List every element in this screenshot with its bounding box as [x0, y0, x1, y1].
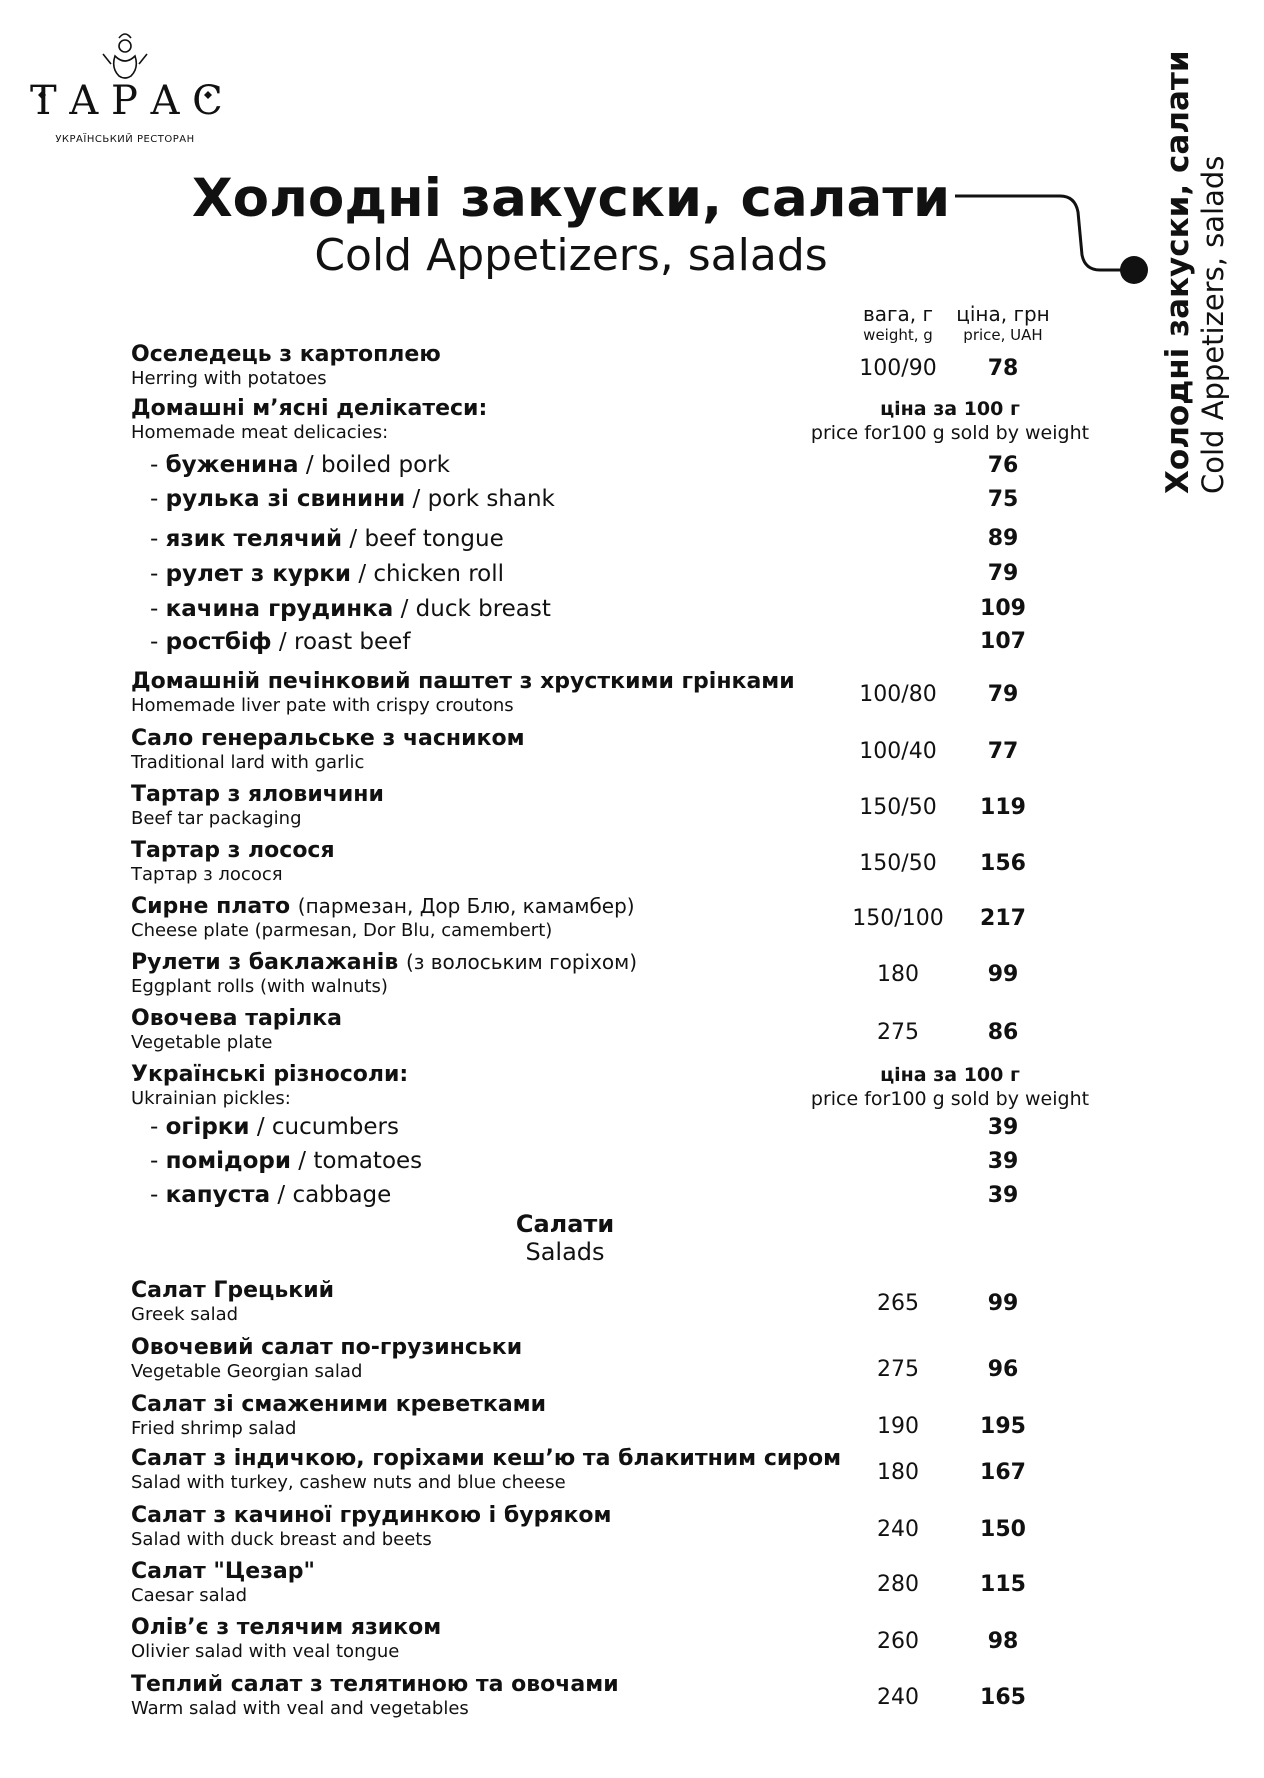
item-price: 75	[987, 487, 1019, 512]
page-subtitle: Cold Appetizers, salads	[314, 230, 828, 281]
price-by-weight-label-en: price for100 g sold by weight	[810, 1088, 1090, 1110]
item-name: Сирне плато (пармезан, Дор Блю, камамбер)	[131, 894, 635, 919]
item-weight: 240	[877, 1685, 919, 1710]
item-price: 98	[987, 1629, 1019, 1654]
item-note: (пармезан, Дор Блю, камамбер)	[297, 894, 635, 918]
sub-item: - буженина / boiled pork	[150, 452, 450, 478]
weight-column-subheader: weight, g	[863, 326, 933, 344]
item-weight: 150/100	[852, 906, 944, 931]
item-name-en: Salad with turkey, cashew nuts and blue cheese	[131, 1472, 566, 1493]
item-price: 119	[980, 795, 1026, 820]
item-name: Овочева тарілка	[131, 1006, 342, 1031]
sub-item: - капуста / cabbage	[150, 1182, 392, 1208]
item-name: Сало генеральське з часником	[131, 726, 525, 751]
price-by-weight-label-en: price for100 g sold by weight	[810, 422, 1090, 444]
item-weight: 275	[877, 1357, 919, 1382]
weight-column-header: вага, г	[862, 302, 934, 326]
item-name-en: Greek salad	[131, 1304, 239, 1325]
item-weight: 260	[877, 1629, 919, 1654]
item-price: 78	[987, 356, 1019, 381]
logo-subtitle: УКРАЇНСЬКИЙ РЕСТОРАН	[55, 134, 195, 145]
item-price: 165	[980, 1685, 1026, 1710]
item-name-en: Eggplant rolls (with walnuts)	[131, 976, 388, 997]
item-price: 39	[987, 1183, 1019, 1208]
item-name-en: Тартар з лосося	[131, 864, 283, 885]
item-price: 99	[987, 962, 1019, 987]
side-title: Холодні закуски, салати	[1160, 50, 1196, 494]
item-price: 79	[987, 561, 1019, 586]
sub-item: - ростбіф / roast beef	[150, 629, 411, 655]
item-weight: 150/50	[859, 795, 937, 820]
side-subtitle: Cold Appetizers, salads	[1196, 155, 1230, 494]
logo-wordmark: ТАРАС	[30, 78, 235, 124]
item-name: Салат з індичкою, горіхами кеш’ю та блакитним сиром	[131, 1446, 842, 1471]
item-price: 96	[987, 1357, 1019, 1382]
item-weight: 190	[877, 1414, 919, 1439]
item-price: 150	[980, 1517, 1026, 1542]
item-price: 77	[987, 739, 1019, 764]
item-name-en: Olivier salad with veal tongue	[131, 1641, 400, 1662]
sub-item: - рулет з курки / chicken roll	[150, 561, 505, 587]
section-subtitle: Salads	[525, 1238, 605, 1266]
item-name-en: Herring with potatoes	[131, 368, 327, 389]
item-price: 109	[980, 596, 1026, 621]
item-weight: 100/40	[859, 739, 937, 764]
item-name: Овочевий салат по-грузинськи	[131, 1335, 523, 1360]
sub-item: - язик телячий / beef tongue	[150, 526, 504, 552]
item-price: 39	[987, 1149, 1019, 1174]
price-by-weight-label: ціна за 100 г	[880, 398, 1020, 420]
item-name-en: Fried shrimp salad	[131, 1418, 297, 1439]
sub-item: - помідори / tomatoes	[150, 1148, 423, 1174]
item-weight: 280	[877, 1572, 919, 1597]
item-weight: 265	[877, 1291, 919, 1316]
item-weight: 275	[877, 1020, 919, 1045]
item-name: Домашній печінковий паштет з хрусткими грінками	[131, 669, 795, 694]
item-name-en: Vegetable plate	[131, 1032, 273, 1053]
item-name-en: Beef tar packaging	[131, 808, 302, 829]
item-name-en: Cheese plate (parmesan, Dor Blu, camembert)	[131, 920, 553, 941]
item-price: 195	[980, 1414, 1026, 1439]
price-column-header: ціна, грн	[956, 302, 1050, 326]
item-name: Салат Грецький	[131, 1278, 335, 1303]
item-name: Оселедець з картоплею	[131, 342, 441, 367]
item-name: Тартар з яловичини	[131, 782, 384, 807]
item-price: 76	[987, 453, 1019, 478]
price-by-weight-label: ціна за 100 г	[880, 1064, 1020, 1086]
item-price: 115	[980, 1572, 1026, 1597]
item-name: Тартар з лосося	[131, 838, 335, 863]
item-name: Домашні м’ясні делікатеси:	[131, 396, 488, 421]
item-price: 79	[987, 682, 1019, 707]
item-price: 217	[980, 906, 1026, 931]
item-price: 99	[987, 1291, 1019, 1316]
item-name: Теплий салат з телятиною та овочами	[131, 1672, 619, 1697]
item-price: 86	[987, 1020, 1019, 1045]
item-name-en: Vegetable Georgian salad	[131, 1361, 363, 1382]
sub-item: - качина грудинка / duck breast	[150, 596, 551, 622]
item-price: 39	[987, 1115, 1019, 1140]
item-name: Салат з качиної грудинкою і буряком	[131, 1503, 612, 1528]
item-price: 89	[987, 526, 1019, 551]
item-price: 107	[980, 629, 1026, 654]
item-name-en: Traditional lard with garlic	[131, 752, 365, 773]
item-name: Олів’є з телячим язиком	[131, 1615, 442, 1640]
item-name-en: Salad with duck breast and beets	[131, 1529, 432, 1550]
item-price: 167	[980, 1460, 1026, 1485]
item-name-en: Homemade liver pate with crispy croutons	[131, 695, 514, 716]
item-weight: 240	[877, 1517, 919, 1542]
item-name: Салат зі смаженими креветками	[131, 1392, 547, 1417]
item-name-en: Homemade meat delicacies:	[131, 422, 389, 443]
item-name-en: Caesar salad	[131, 1585, 248, 1606]
page-title: Холодні закуски, салати	[191, 168, 951, 229]
item-price: 156	[980, 851, 1026, 876]
price-column-subheader: price, UAH	[963, 326, 1043, 344]
item-name-en: Ukrainian pickles:	[131, 1088, 291, 1109]
sub-item: - огірки / cucumbers	[150, 1114, 399, 1140]
item-weight: 100/90	[859, 356, 937, 381]
item-weight: 100/80	[859, 682, 937, 707]
sub-item: - рулька зі свинини / pork shank	[150, 486, 555, 512]
section-title: Салати	[515, 1210, 615, 1238]
title-connector	[0, 0, 1264, 300]
item-weight: 150/50	[859, 851, 937, 876]
item-note: (з волоським горіхом)	[405, 950, 638, 974]
item-weight: 180	[877, 1460, 919, 1485]
item-name: Українські різносоли:	[131, 1062, 409, 1087]
item-weight: 180	[877, 962, 919, 987]
item-name-en: Warm salad with veal and vegetables	[131, 1698, 469, 1719]
item-name: Рулети з баклажанів (з волоським горіхом)	[131, 950, 638, 975]
item-name: Салат "Цезар"	[131, 1559, 315, 1584]
